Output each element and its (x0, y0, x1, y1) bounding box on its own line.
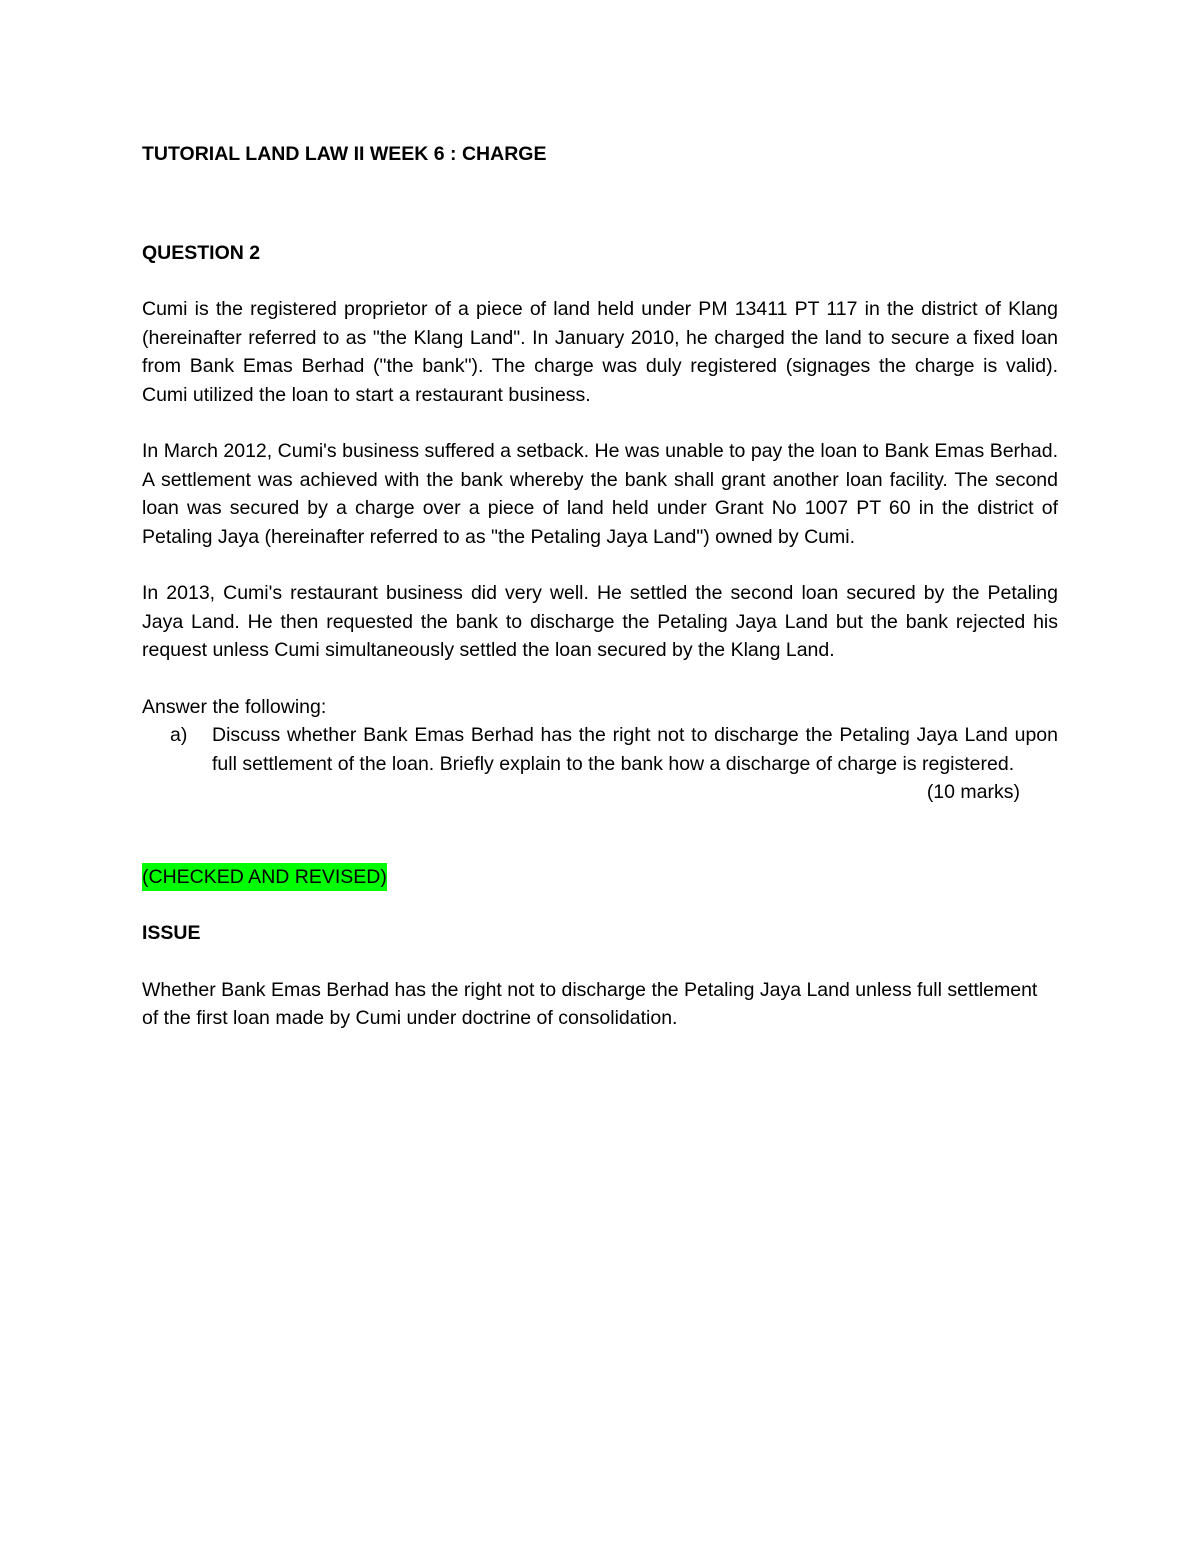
sub-question-a (170, 721, 1058, 778)
answer-intro: Answer the following: (142, 695, 327, 718)
marks-label: (10 marks) (926, 781, 1020, 803)
sub-question-marker: a) (170, 724, 188, 746)
paragraph-2: In March 2012, Cumi's business suffered a setback. He was unable to pay the loan to Bank Emas Berhad. A settlement was achieved with the bank whereby the bank shall grant another loan facility. The second loan was secured by a charge over a piece of land held under Grant No 1007 PT 60 in the district of Petaling Jaya (hereinafter referred to as "the Petaling Jaya Land") owned by Cumi. (142, 440, 1058, 548)
document-title: TUTORIAL LAND LAW II WEEK 6 : CHARGE (142, 143, 547, 165)
question-label: QUESTION 2 (142, 241, 261, 264)
sub-question-text: Discuss whether Bank Emas Berhad has the right not to discharge the Petaling Jaya Land upon full settlement of the loan. Briefly explain to the bank how a discharge of charge is registered. (212, 724, 1058, 775)
document-page (142, 140, 1058, 1033)
issue-heading: ISSUE (142, 922, 201, 944)
paragraph-3: In 2013, Cumi's restaurant business did very well. He settled the second loan secured by the Petaling Jaya Land. He then requested the bank to discharge the Petaling Jaya Land but the bank rejected his request unless Cumi simultaneously settled the loan secured by the Klang Land. (142, 582, 1058, 661)
paragraph-1: Cumi is the registered proprietor of a piece of land held under PM 13411 PT 117 in the district of Klang (hereinafter referred to as "the Klang Land". In January 2010, he charged the land to secure a fixed loan from Bank Emas Berhad ("the bank"). The charge was duly registered (signages the charge is valid). Cumi utilized the loan to start a restaurant business. (142, 298, 1058, 406)
checked-highlight: (CHECKED AND REVISED) (142, 863, 387, 891)
issue-text: Whether Bank Emas Berhad has the right not to discharge the Petaling Jaya Land unless full settlement of the first loan made by Cumi under doctrine of consolidation. (142, 978, 1038, 1029)
checked-status (142, 863, 1058, 892)
